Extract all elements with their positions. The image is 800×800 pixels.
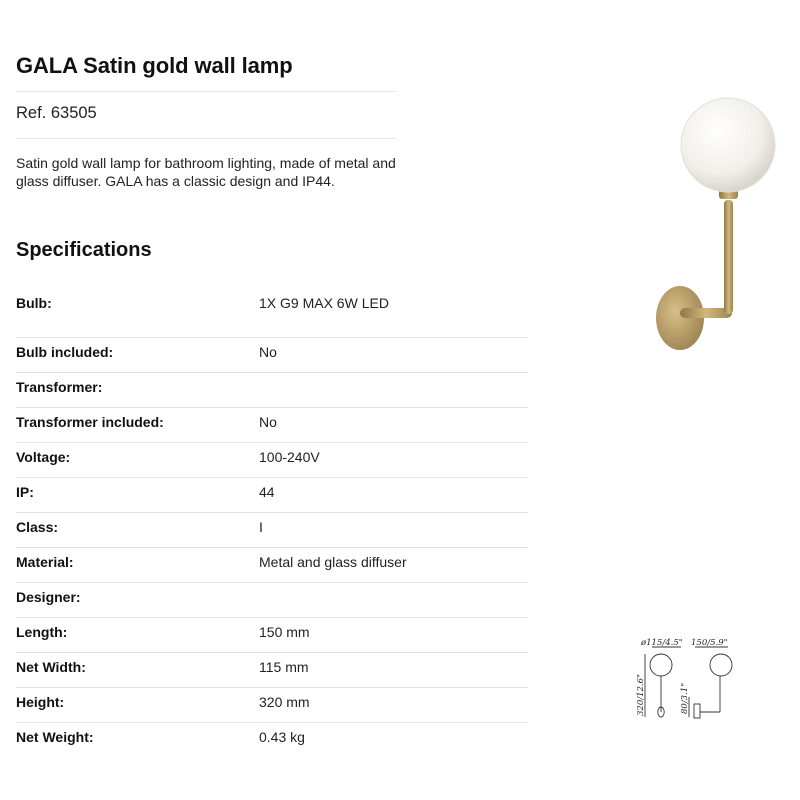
spec-row-designer [16, 583, 528, 618]
spec-row-class [16, 513, 528, 548]
spec-label: Bulb: [16, 295, 52, 311]
product-photo [640, 95, 790, 365]
spec-value: No [259, 344, 277, 360]
spec-value: 44 [259, 484, 275, 500]
spec-row-net-width [16, 653, 528, 688]
spec-value: Metal and glass diffuser [259, 554, 407, 570]
glass-globe [681, 98, 775, 192]
spec-row-length [16, 618, 528, 653]
spec-row-voltage [16, 443, 528, 478]
base-label: 80/3.1" [680, 682, 690, 714]
spec-row-ip [16, 478, 528, 513]
product-reference: Ref. 63505 [16, 104, 97, 122]
spec-label: Net Weight: [16, 729, 94, 745]
title-divider [16, 91, 396, 92]
spec-value: 115 mm [259, 659, 309, 675]
product-title: GALA Satin gold wall lamp [16, 53, 293, 78]
product-description: Satin gold wall lamp for bathroom lighting, made of metal and glass diffuser. GALA has a classic design and IP44. [16, 155, 396, 189]
spec-row-bulb [16, 278, 528, 338]
spec-label: Designer: [16, 589, 81, 605]
spec-label: Transformer: [16, 379, 103, 395]
spec-row-transformer-included [16, 408, 528, 443]
spec-value: No [259, 414, 277, 430]
specifications-heading: Specifications [16, 239, 152, 261]
ref-divider [16, 138, 396, 139]
dimension-drawing [628, 634, 753, 730]
spec-row-net-weight [16, 723, 528, 757]
spec-value: 1X G9 MAX 6W LED [259, 295, 389, 311]
spec-label: Class: [16, 519, 59, 535]
depth-label: 150/5.9" [691, 638, 728, 648]
diameter-label: ø115/4.5" [641, 638, 683, 648]
specifications-table [16, 278, 528, 757]
spec-label: Transformer included: [16, 414, 164, 430]
spec-value: 100-240V [259, 449, 320, 465]
spec-value: 320 mm [259, 694, 310, 710]
spec-label: IP: [16, 484, 34, 500]
spec-value: 0.43 kg [259, 729, 305, 745]
spec-label: Length: [16, 624, 68, 640]
spec-label: Bulb included: [16, 344, 114, 360]
spec-label: Material: [16, 554, 74, 570]
spec-value: 150 mm [259, 624, 310, 640]
spec-row-transformer [16, 373, 528, 408]
spec-row-bulb-included [16, 338, 528, 373]
spec-row-material [16, 548, 528, 583]
spec-label: Voltage: [16, 449, 71, 465]
spec-label: Net Width: [16, 659, 86, 675]
spec-label: Height: [16, 694, 65, 710]
height-label: 320/12.6" [636, 674, 646, 716]
spec-row-height [16, 688, 528, 723]
spec-value: I [259, 519, 263, 535]
